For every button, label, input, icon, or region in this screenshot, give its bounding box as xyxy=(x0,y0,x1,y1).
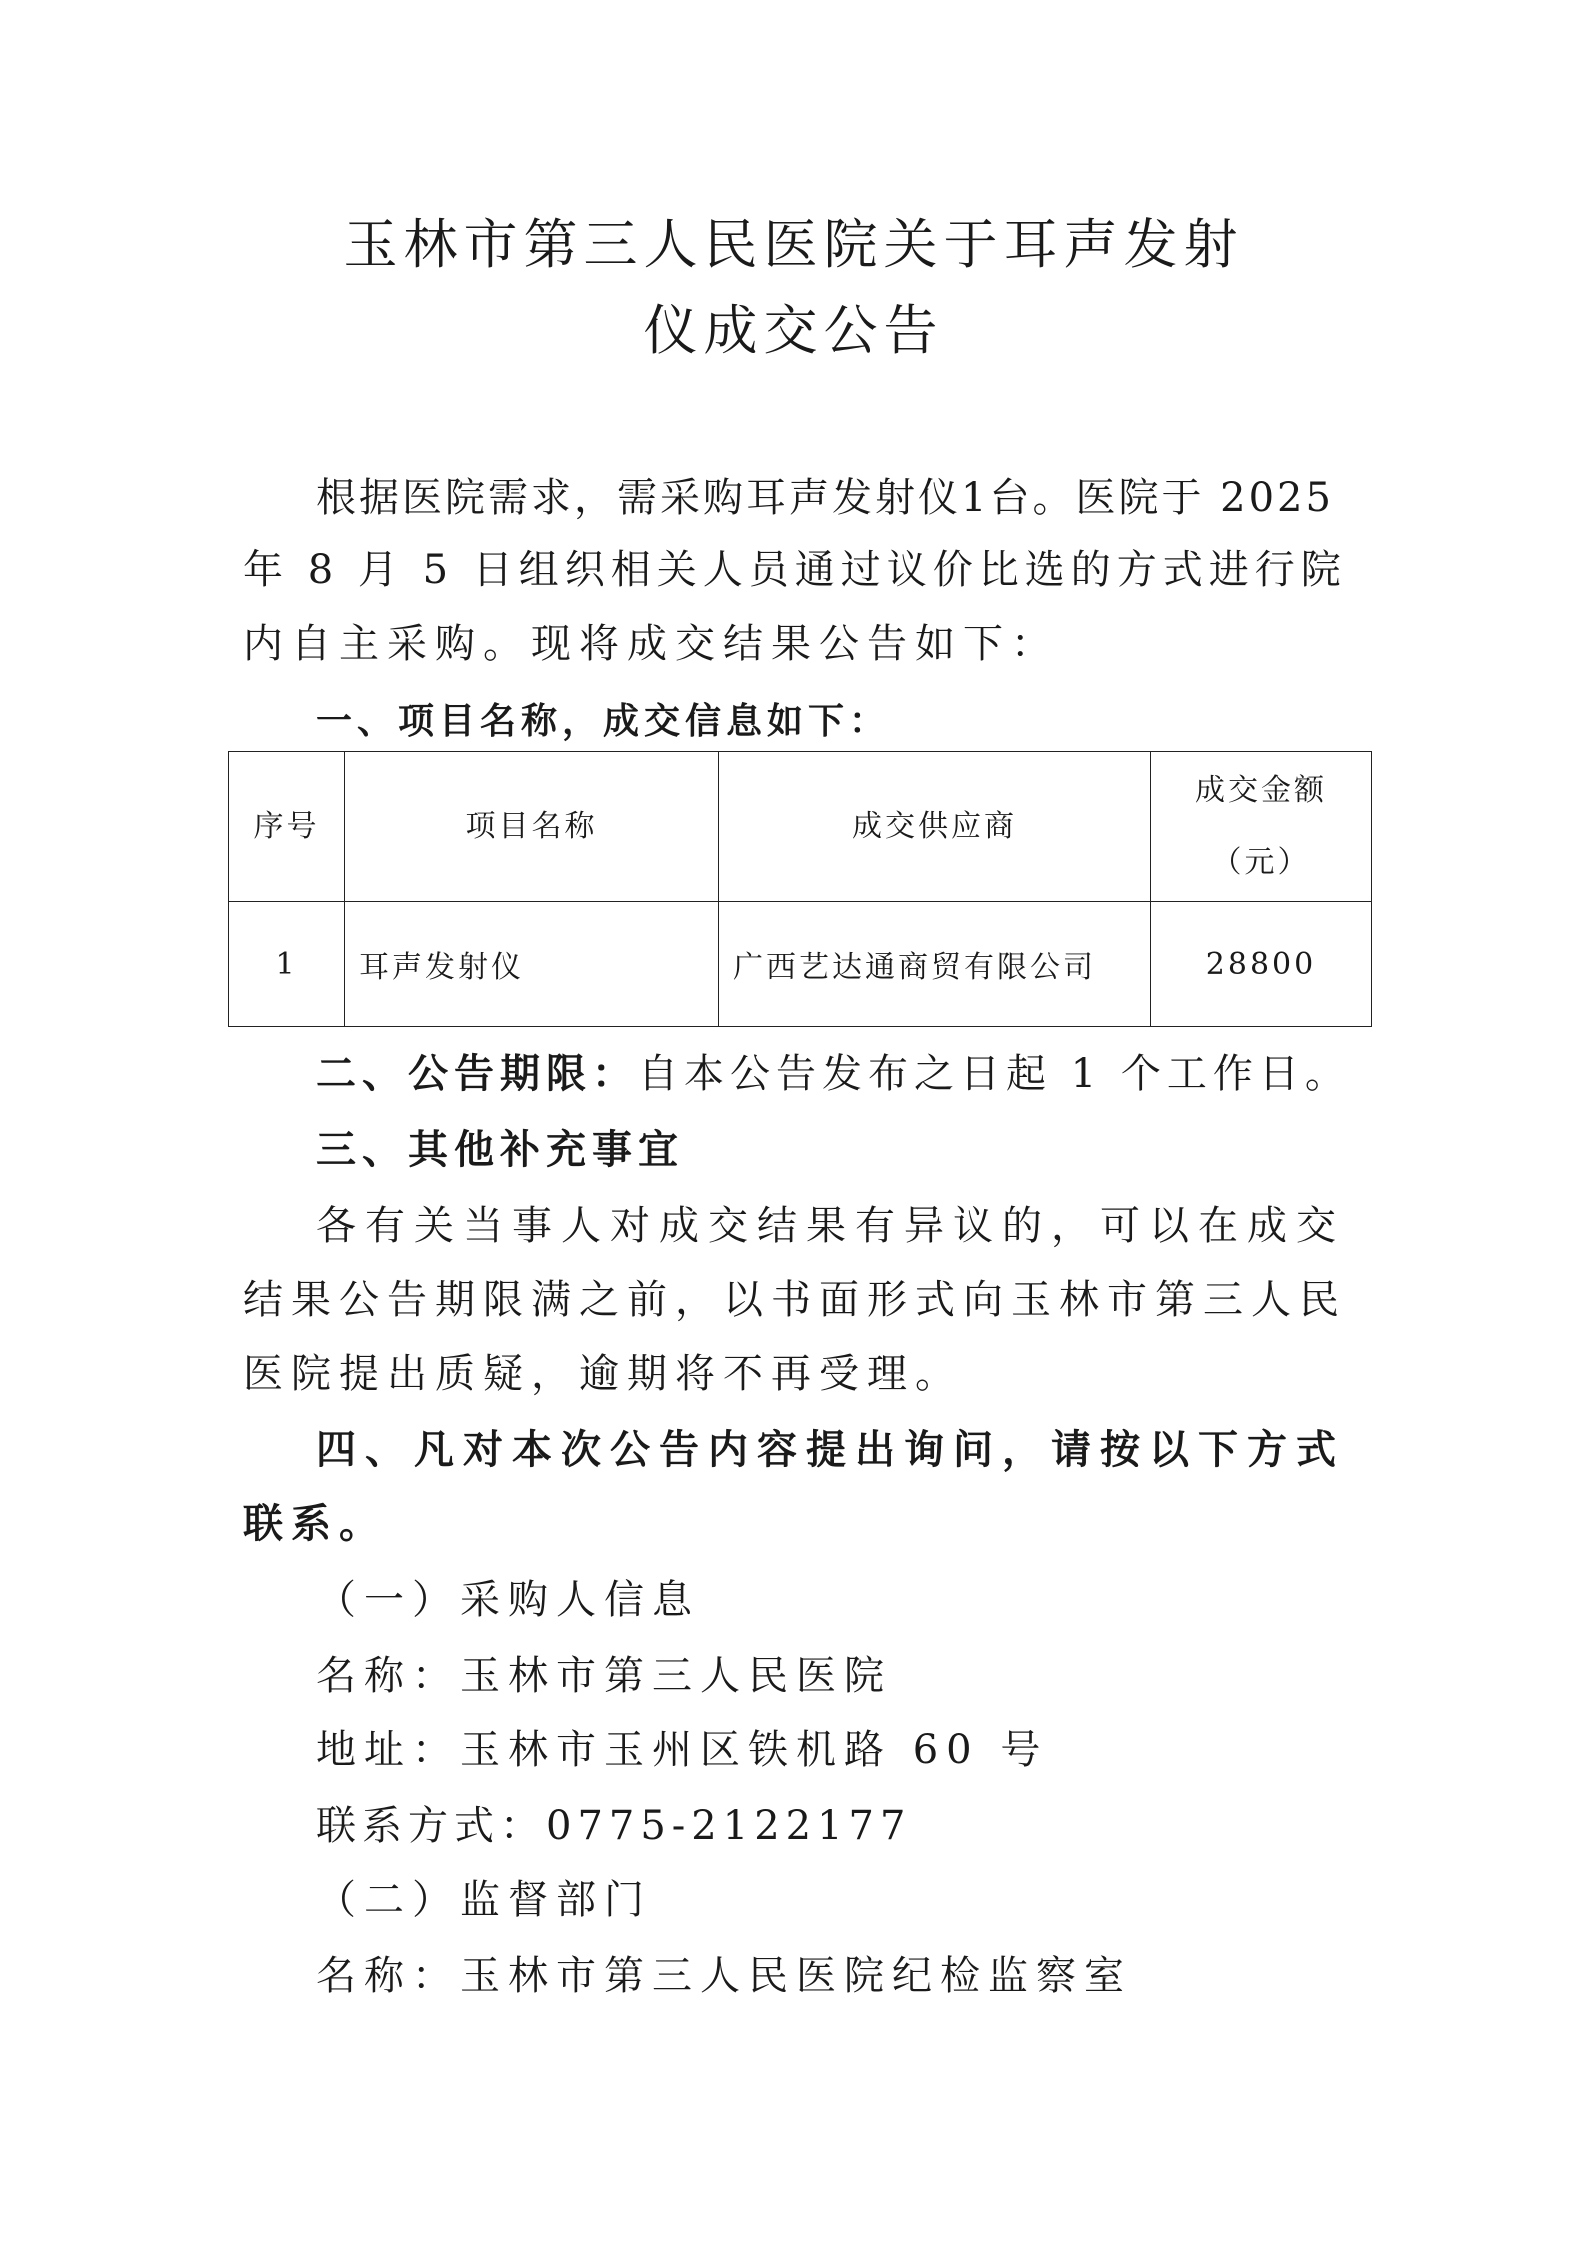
supervision-name: 名称：玉林市第三人民医院纪检监察室 xyxy=(316,1953,1132,1999)
header-no: 序号 xyxy=(229,752,345,902)
cell-amount: 28800 xyxy=(1151,902,1372,1027)
cell-project: 耳声发射仪 xyxy=(345,902,719,1027)
supervision-heading: （二）监督部门 xyxy=(316,1877,652,1923)
section-2-label: 二、公告期限： xyxy=(316,1051,638,1097)
title-line-1: 玉林市第三人民医院关于耳声发射 xyxy=(343,213,1244,276)
award-table xyxy=(228,751,1372,1027)
table-row xyxy=(229,902,1372,1027)
section-4-line-2: 联系。 xyxy=(243,1501,387,1547)
header-project: 项目名称 xyxy=(345,752,719,902)
section-3-heading: 三、其他补充事宜 xyxy=(316,1127,684,1173)
header-supplier: 成交供应商 xyxy=(719,752,1151,902)
purchaser-heading: （一）采购人信息 xyxy=(316,1577,700,1623)
section-3-line-2: 结果公告期限满之前，以书面形式向玉林市第三人民 xyxy=(243,1277,1347,1323)
section-4-line-1: 四、凡对本次公告内容提出询问，请按以下方式 xyxy=(316,1427,1345,1473)
section-1-heading: 一、项目名称，成交信息如下： xyxy=(316,701,891,742)
section-3-line-1: 各有关当事人对成交结果有异议的，可以在成交 xyxy=(316,1203,1345,1249)
purchaser-address: 地址：玉林市玉州区铁机路 60 号 xyxy=(316,1727,1049,1773)
purchaser-name: 名称：玉林市第三人民医院 xyxy=(316,1653,892,1699)
cell-supplier: 广西艺达通商贸有限公司 xyxy=(719,902,1151,1027)
intro-line-2: 年 8 月 5 日组织相关人员通过议价比选的方式进行院 xyxy=(243,547,1347,593)
header-amount-line-1: 成交金额 xyxy=(1195,772,1327,808)
section-2 xyxy=(316,1051,1351,1097)
section-3-line-3: 医院提出质疑，逾期将不再受理。 xyxy=(243,1351,963,1397)
header-amount-line-2: （元） xyxy=(1211,844,1311,880)
title-line-2: 仪成交公告 xyxy=(643,299,944,362)
cell-no: 1 xyxy=(229,902,345,1027)
section-2-text: 自本公告发布之日起 1 个工作日。 xyxy=(638,1051,1351,1097)
header-amount xyxy=(1151,752,1372,902)
table-header-row xyxy=(229,752,1372,902)
purchaser-contact: 联系方式：0775-2122177 xyxy=(316,1803,912,1849)
intro-line-1: 根据医院需求，需采购耳声发射仪1台。医院于 2025 xyxy=(316,475,1334,521)
intro-line-3: 内自主采购。现将成交结果公告如下： xyxy=(243,621,1059,667)
